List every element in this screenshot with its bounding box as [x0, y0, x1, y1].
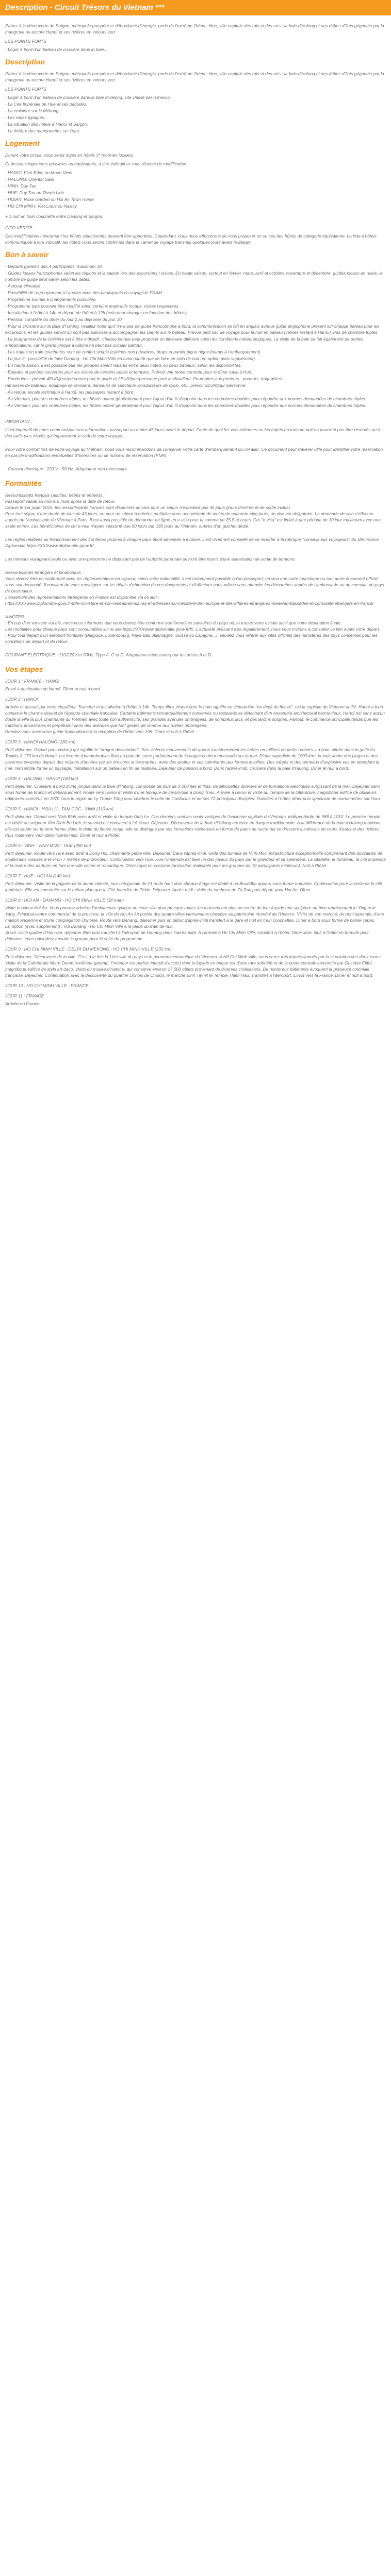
intro-points: - Loger à bord d'un bateau de croisière dans la baie... [5, 47, 108, 52]
bon-a-savoir-list [5, 263, 386, 409]
itinerary-day [5, 873, 386, 893]
day-title: JOUR 3 : HANOI HALONG (180 km) [5, 739, 76, 744]
list-item: - La situation des hôtels à Hanoï et Saïgon. [5, 122, 88, 127]
list-item: - HALONG: Oriental Sails [5, 177, 54, 182]
list-item: - La Cité Impériale de Hué et ses pagodes. [5, 101, 88, 107]
day-text: Petit déjeuner. Visite de la pagode de la dame céleste, tour octogonale de 21 m de haut dont chaque étage est dédié à un Bouddha apparu sous forme humaine. Continuation pour la visite de la cité impériale. Elle est construite sur le même plan que la Cité Interdite de Pékin. Déjeuner. Après-midi : visite du tombeau de Tu Duc puis départ pour Hoi An. Dîner. [5, 881, 382, 892]
itinerary-day [5, 982, 386, 989]
day-title: JOUR 6 : VINH - VINH MOC - HUE (390 km) [5, 843, 91, 848]
list-item: - Installation à l'hôtel à 14h et départ de l'hôtel à 12h (cela peut changer en fonction des hôtels). [5, 310, 188, 315]
formalites-paragraph-1: Ressortissants français (adultes, bébés et enfants) : Passeport valide au moins 6 mois après la date de retour. Depuis le 1er juillet 2015, les ressortissants français sont dispensés de visa pour un séjour n'excédant pas 45 jours (jours d'entrée et de sortie inclus). Pour tout séjour d'une durée de plus de 45 jours, ou pour un séjour à entrées multiples dans une période de moins de quarante-cinq jours, un visa est obligatoire. La demande de visa s'effectue auprès de l'ambassade du Vietnam à Paris. Il est aussi possible de demander en ligne un e-visa pour la somme de 25 $ et cours. Cet "e-visa" est limité à une période de 30 jour maximum avec une seule entrée. Les bénéficiaires de cet e-visa n'ayant séjourné que 90 jours par 180 jours au Vietnam, auprès d'un guichet dédié. [5, 493, 381, 529]
logement-title: Logement [5, 139, 40, 147]
day-title: JOUR 11 : FRANCE [5, 993, 44, 998]
list-item: - La croisière sur le Mékong. [5, 108, 60, 113]
list-item: - HO CHI MINH: Viet Lotus ou Nicecy [5, 204, 77, 209]
etapes-title: Vos étapes [5, 665, 43, 673]
formalites-title: Formalités [5, 479, 42, 487]
itinerary-day [5, 946, 386, 978]
logement-paragraph-2: Ci-dessous logements possibles ou équivalents, à titre indicatif et sous réserve de modification : [5, 161, 189, 166]
list-item: - Au Vietnam, pour les chambres triples, les hôtels optent généralement pour l'ajout d'un lit d'appoint dans les chambres doubles pour répondre aux normes demandées de chambres triples. [5, 396, 366, 401]
itinerary-day [5, 842, 386, 869]
description-title: Description [5, 58, 45, 66]
electric-current-text: - Courant électrique : 220 V - 50 Hz. Adaptateur non nécessaire. [5, 466, 128, 471]
list-item: - HUE: Duy Tan ou Thanh Lich [5, 190, 64, 195]
list-item: - Programme type pouvant être modifié selon certains impératifs locaux, visites respectées. [5, 303, 180, 309]
day-title: JOUR 8 : HOI AN - DANANG - HO CHI MINH VILLE (38 train) [5, 897, 124, 903]
day-text: Petit déjeuner. Découverte de la ville. C'est à la fois la 1ère ville du pays et le poumon économique du Vietnam. À Hô Chi Minh Ville, vous serez très impressionnés par la circulation des deux roues. Visite de la Cathédrale Notre-Dame (extérieur garanti), l'intérieur est parfois interdit d'accès) dont la façade en brique est d'une rare sobriété et de la poste centrale construite par Gustave Eiffel, magnifique édifice de style art deco. Visite du musée d'histoire, qui conserve environ 17 000 objets provenant de diverses civilisations. De nombreux bâtiments évoquent la présence coloniale française. Déjeuner. Continuation avec la découverte du quartier chinois de Cholon, le marché Binh Tay et le Temple Thien Hau. Transfert à l'aéroport. Envol vers la France. Dîner et nuit à bord. [5, 954, 382, 978]
list-item: - Le programme de la croisière est à titre indicatif : chaque jonque peut proposer un itinéraire différent selon les conditions météorologiques. La visite de la baie se fait également de petites embarcations, car le grand jonque à cabine ne peut pas circuler partout. [5, 336, 364, 348]
list-item: - Le théâtre des marionnettes sur l'eau. [5, 128, 80, 133]
list-item: - HANOI: First Eden ou Moon View [5, 170, 72, 175]
day-title: JOUR 9 : HO CHI MINH VILLE - DELTA DU MEKONG - HO CHI MINH VILLE (230 km) [5, 946, 172, 952]
description-paragraph: Partez à la découverte de Saïgon, métropole prospère et débordante d'énergie, perle de l'extrême Orient ; Hue, ville capitale des rois et des arts ; la baie d'Halong et ses drôles d'îlots grignotés par la mangrove ou encore Hanoï et ses rizières en velours vert. [5, 71, 384, 82]
list-item: - Pension complète du dîner du jour 2 au déjeuner du jour 10. [5, 317, 123, 322]
list-item: - Autocar climatisé. [5, 283, 42, 289]
boarding-pass-text: Pour votre confort lors de votre voyage au Vietnam, nous vous recommandons de conserver votre carte d'embarquement du vol aller. Ce document peut s'avérer utile pour identifier votre réservation en cas de modifications éventuelles d'itinéraires ou de numéro de réservation (PNR). [5, 447, 383, 458]
page [0, 0, 391, 1010]
day-text: Visite du vieux Hoi An. Vous pourrez admirer l'architecture typique de cette ville dont presque toutes les maisons ont plus ou centre de leur façade une sculpture ou bien représentant le Ying et le Yang. Principal centre commercial de la province, la ville de Hoi An fut portée des quatre villes vietnamiens classées au patrimoine mondial de l'Unesco. Visite de son marché, du pont japonais, d'une maison ancienne et d'une congrégation chinoise. Route vers Danang, déjeuner puis en début d'après-midi transfert à la gare et nuit en train couchettes. Dîner à bord sous forme de panier repas. En option (avec supplément) : Vol Danang - Ho Chi Minh Ville à la place du train de nuit. Si vol, visite guidée d'Hoi Han, déjeuner libre puis transfert à l'aéroport de Danang dans l'après-midi. À l'arrivée à Ho Chi Minh Ville, transfert à l'hôtel. Dîner libre. Nuit à l'hôtel en formule petit déjeuner. Vous rejoindrez ensuite le groupe pour la suite du programme. [5, 905, 384, 941]
intro-paragraph: Partez à la découverte de Saïgon, métropole prospère et débordante d'énergie, perle de l'extrême Orient ; Hue, ville capitale des rois et des arts ; la baie d'Halong et ses drôles d'îlots grignotés par la mangrove ou encore Hanoï et ses rizières en velours vert. [5, 23, 384, 35]
day-title: JOUR 10 : HO CHI MINH VILLE - FRANCE [5, 983, 89, 988]
intro-points-label: LES POINTS FORTS [5, 39, 46, 44]
itinerary-day [5, 696, 386, 735]
list-item: ramasses de bateaux, équipage de croisière, danseurs de spectacle, conducteurs de cyclo, etc : prévoir 2EUR/jour /personne. [5, 383, 247, 388]
logement-paragraph-1: Durant votre circuit, vous serez logés en hôtels 3* (normes locales). [5, 152, 135, 158]
important-text: Il est impératif de nous communiquer vos informations passeport au moins 45 jours avant le départ. Faute de quoi les vols intérieurs ou les trajets en train de nuit ne pourront pas être réservés ou à des tarifs plus élevés qui impacteront le coût de votre voyage. [5, 427, 381, 438]
day-title: JOUR 2 : HANOI [5, 697, 38, 702]
day-title: JOUR 1 : FRANCE - HANOI [5, 679, 60, 684]
content [0, 23, 391, 1007]
formalites-paragraph-5: A NOTER - En cas d'un vol avec escale, nous vous informons que vous devrez être conforme aux formalités sanitaires du pays où se trouve votre escale ainsi que votre destination finale. Les modalités pour chaque pays sont consultables sur le site https://XXXwww.diplomatie.gouv.fr/fr/. L'actualité évoluant très régulièrement, nous vous invitons à consulter ce lien avant votre départ. - Pour tout départ d'un aéroport frontalier (Belgique, Luxembourg, Pays-Bas, Allemagne, Suisse ou Espagne...), veuillez vous référer aux sites officiels des ministères des pays concernés pour les conditions de départ et de retour. [5, 614, 380, 644]
list-item: - Au Vietnam, pour les chambres triples, les hôtels optent généralement pour l'ajout d'un lit d'appoint dans les chambres doubles pour répondre aux normes demandées de chambres triples. [5, 403, 366, 408]
list-item: - Possibilité de regroupement à l'arrivée avec des participants du voyagiste FRAM. [5, 290, 164, 295]
list-item: - Au retour, escale technique à Hanoï, les passagers restant à bord. [5, 389, 135, 395]
itinerary-day [5, 775, 386, 802]
day-text: Petit déjeuner. Route vers Hue avec arrêt à Dong Hoi, charmante petite ville. Déjeuner. Dans l'après-midi, visite des tunnels de Vinh Moc, infrastructure exceptionnelle comprenant des douzaines de souterrains creusés à environ 7 mètres de profondeur. Continuation vers Hue. Hue l'impériale est bien un des joyaux du pays par le grandeur et sa splendeur. La citadelle, le tombeau, la cité impériale et la rivière des parfums en font une ville calme et romantique. Dîner royal en costume (animation réalisable pour les groupes de 10 participants minimum). Nuit à l'hôtel. [5, 851, 386, 868]
day-title: JOUR 7 : HUE - HOI AN (140 km) [5, 873, 70, 878]
description-points-label: LES POINTS FORTS [5, 87, 46, 92]
list-item: - Le jour 2 : possibilité de faire Danang - Ho Chi Minh Ville en avion plutôt que de faire en train de nuit (en option avec supplément). [5, 356, 256, 361]
day-title: JOUR 5 : HANOI - HOA LU - TAM COC - VINH (310 km) [5, 806, 113, 811]
important-label: IMPORTANT : [5, 419, 33, 424]
info-verite-label: INFO VÉRITÉ [5, 225, 32, 230]
bon-a-savoir-title: Bon à savoir [5, 250, 49, 259]
list-item: - Les trajets en train couchettes sont de confort simple (cabines non privatives, draps et panier pique nique fournis à l'embarquement). [5, 349, 262, 354]
formalites-paragraph-2: Les règles relatives au franchissement des frontières propres à chaque pays étant amenées à évoluer, il est vivement conseillé de se reporter à la rubrique "conseils aux voyageurs" du site France Diplomatie,https://XXXwww.diplomatie.gouv.fr/. [5, 537, 379, 548]
itinerary-day [5, 739, 386, 771]
list-item: - Guides locaux francophones selon les régions et la saison lors des excursions / visites. En haute saison, surtout en février, mars, avril et octobre, novembre et décembre, guides locaux en relais, le nombre de guide peut varier selon les dates. [5, 270, 383, 282]
list-item: - HOIAN: Rose Garden ou Hoi An Town Home [5, 197, 94, 202]
day-text: Arrivée et accueil par votre chauffeur. Transfert et installation à l'hôtel à 14h. Temps libre. Hanoï dont le nom signifie en vietnamien "en deçà du fleuve", est la capitale du Vietnam unifié. Hanoï a bien conservé le charme désuet de l'époque coloniale française. Certains bâtiments remarquablement conservés ou restaurés se détachent d'un ensemble architectural harmonieux. Hanoï est sans aucun doute la ville la plus charmante du Vietnam avec toute son authenticité, ses grandes avenues ombragées, de nombreux lacs, et des jardins soignés. Partout, le commerce principale tandis que les traditions ancestrales et perpétuent dans des avenues que font gestes de charme aux ruelles ombragées. Rendez-vous avec votre guide francophone à la réception de l'hôtel vers 19h. Dîner et nuit à l'hôtel. [5, 704, 385, 734]
day-text: Petit déjeuner. Croisière à bord d'une jonque dans la baie d'Halong, composée de plus de 3 000 îles et îlots, de silhouettes diverses et de formations karstiques surgissant de la mer. Déjeuner servi sous forme de brunch et débarquement. Route vers Hanoï et visite d'une fabrique de céramique à Dong Trieu. Arrivée à Hanoï et visite du Temple de la Littérature, magnifique édifice de plusieurs bâtiments, construit en 1070 sous le règne de Ly Thanh Tông pour célébrer le culte de Confucius et de ses 72 principaux disciples. Transfert à l'hôtel, dîner puis spectacle de marionnettes sur l'eau. [5, 784, 381, 801]
day-text: Petit déjeuner. Départ vers Ninh Binh avec arrêt et visite du temple Dinh Le. Ces derniers sont les seuls vestiges de l'ancienne capitale du Vietnam, indépendante de 968 à 1010. Le premier temple est dédié au seigneur Viet Dinh Bo Linh, le second est consacré à Lê Hoan. Déjeuner. Découverte de la baie d'Halong terrestre en barque traditionnelle. À la différence de la baie d'Halong maritime, elle est située sur la terre ferme, dans le delta du fleuve rouge, elle se distingue par ses formations rocheuses en forme de pains de sucre qui se dressent au dessus de cours d'eaux et des rizières. Puis route vers Vinh dans l'après-midi. Dîner et nuit à l'hôtel. [5, 814, 382, 838]
itinerary-day [5, 897, 386, 942]
banner-title: Description - Circuit Trésors du Vietnam *** [5, 3, 165, 12]
description-banner [0, 0, 391, 15]
day-title: JOUR 4 : HALONG - HANOI (180 km) [5, 776, 78, 781]
itinerary-day [5, 678, 386, 692]
list-item: - VINH: Duy Tan [5, 183, 37, 189]
hotel-list [5, 170, 386, 209]
list-item: - Pour la croisière sur la Baie d'Halong, veuillez noter qu'il n'y a pas de guide francophone à bord, la communication se fait en anglais avec le guide anglophone présent sur chaque bateau pour les excursions, et les guides seront ou sont pas autorisés à accompagner les clients sur le bateau. Prévoir petit sac de voyage pour la nuit en bateau (valises restant à Hanoï). Pas de chambre triples. [5, 324, 380, 335]
info-verite-text: Des modifications concernant les hôtels sélectionnés peuvent être apportées. Cependant, nous nous efforcerons de vous proposer un ou ces des hôtels de catégorie équivalente. La liste d'hôtels communiquée à titre indicatif, les hôtels vous seront confirmés dans le carnet de voyage transmis quelques jours avant le départ. [5, 233, 377, 245]
description-points-list [5, 94, 386, 134]
list-item: - En haute saison, il est possible que les groupes soient répartis entre deux hôtels ou deux bateaux, selon les disponibilités. [5, 363, 242, 368]
formalites-paragraph-4: Ressortissants étrangers et binationaux : Vous devrez être en conformité avec les réglementations en vigueur, selon votre nationalité. Il est notamment possible qu'un passeport, un visa une carte touristique ou tout autre document officiel vous soit demandé. Il convient de vous renseigner sur les délais d'obtention de ces documents et d'effectuer vous-même sans attendre les démarches auprès de l'ambassade ou du consulat du pays de destination. L'ensemble des représentations étrangères en France est disponible via ce lien : https://XXXwww.diplomatie.gouv.fr/fr/le-ministere-et-son-reseau/annuaires-et-adresses-du-ministere-de-l-europe-et-des-affaires-etrangeres-meae/ambassades-et-consulats-etrangers-en-france/ [5, 570, 384, 606]
logement-note: + 1 nuit en train couchette entre Danang et Saïgon. [5, 214, 104, 219]
list-item: - Départs garantis dès 4 participants, maximum 38. [5, 264, 103, 269]
list-item: - Loger à bord d'un bateau de croisière dans la baie d'Halong, site classé par l'Unesco. [5, 95, 171, 100]
list-item: - Les repas typiques. [5, 115, 45, 120]
itinerary-day [5, 806, 386, 838]
formalites-paragraph-6: COURANT ÉLECTRIQUE : 110/220V et 50Hz. Type A, C et D. Adaptateur nécessaire pour les prises A et D. [5, 652, 213, 657]
list-item: - Épaules et jambes couvertes pour les visites de certains palais et temples. Prévoir une tenue correcte pour le dîner royal à Hué. [5, 369, 253, 375]
itinerary-day [5, 993, 386, 1007]
formalites-paragraph-3: Les mineurs voyageant seuls ou avec une personne ne disposant pas de l'autorité parentale devront être munis d'une autorisation de sortie de territoire. [5, 556, 296, 562]
day-text: Petit déjeuner. Départ pour Halong qui signifie le "dragon descendant". Ses violents mouvements de queue transformèrent les crêtes en milliers de petits rochers. La baie, située dans le golfe du Tonkin, à 170 km de Hanoï, est formée d'innombrables îlots en pain de sucre parfaitement de la vague couleur émeraude sur la mer. D'une superficie de 1500 km², la baie abrite des plages et des cavernes creusées depuis des millions d'années par les érosions et les marées, avec des grottes et ses culminants aux formes insolites. Des siégés et des anneaux d'explosive vus en attendant la mer, l'ensemble forme un paysage. Installation sur un bateau en fin de matinée. Déjeuner de poisson à bord. Dans l'après-midi, croisière dans la baie d'Halong. Dîner et nuit à bord. [5, 747, 380, 771]
itinerary [5, 678, 386, 1007]
day-text: Envol à destination de Hanoï. Dîner et nuit à bord. [5, 686, 101, 691]
list-item: - Pourboires : prévoir 4EUR/jour/personne pour le guide et 2EUR/jour/personne pour le chauffeur. Pourboires aux porteurs : porteurs, bagagistes... [5, 376, 286, 381]
day-text: Arrivée en France. [5, 1001, 41, 1006]
list-item: - Programme soumis à changements possibles. [5, 297, 96, 302]
